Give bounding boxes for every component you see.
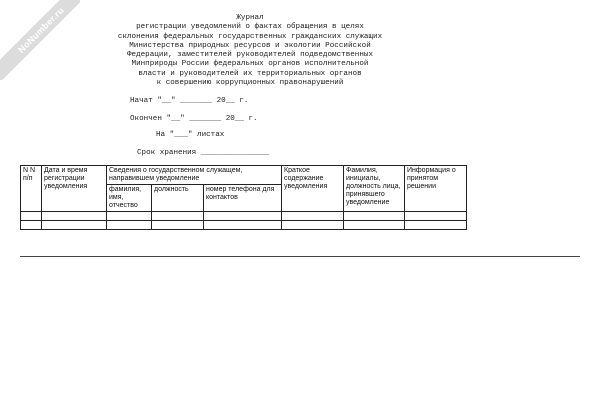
table-cell — [204, 221, 282, 230]
subheader-fio: фамилия, имя, отчество — [107, 185, 152, 212]
title-line: власти и руководителей их территориальных органов — [138, 69, 362, 78]
title-line: регистрации уведомлений о фактах обращения в целях — [136, 23, 364, 32]
storage-line: Срок хранения _______________ — [137, 149, 270, 157]
sheets-line: На "___" листах — [156, 131, 225, 139]
table-header-row — [21, 166, 467, 185]
title-line: Федерации, заместителей руководителей подведомственных — [126, 51, 374, 60]
header-date: Дата и время регистрации уведомления — [42, 166, 107, 212]
subheader-position: должность — [152, 185, 204, 212]
table-cell — [282, 221, 344, 230]
table-row — [21, 221, 467, 230]
table-cell — [204, 212, 282, 221]
subheader-phone: номер телефона для контактов — [204, 185, 282, 212]
title-line: Журнал — [236, 14, 264, 22]
table-cell — [282, 212, 344, 221]
table-cell — [107, 212, 152, 221]
table-cell — [107, 221, 152, 230]
table-cell — [152, 221, 204, 230]
table-row — [21, 212, 467, 221]
registration-table — [20, 165, 467, 230]
title-line: склонения федеральных государственных гражданских служащих — [117, 32, 383, 41]
watermark-ribbon: NoNumber.ru — [0, 0, 80, 80]
table-cell — [42, 221, 107, 230]
header-num: N N п/п — [21, 166, 42, 212]
separator-line — [20, 256, 580, 257]
header-decision: Информация о принятом решении — [405, 166, 467, 212]
table-cell — [21, 212, 42, 221]
header-receiver: Фамилия, инициалы, должность лица, принявшего уведомление — [344, 166, 405, 212]
title-line: Минприроды России федеральных органов исполнительной — [131, 60, 369, 69]
table-cell — [405, 212, 467, 221]
table-cell — [344, 212, 405, 221]
ended-line: Окончен "__" _______ 20__ г. — [130, 115, 258, 123]
table-cell — [42, 212, 107, 221]
table-cell — [405, 221, 467, 230]
document-title — [0, 14, 500, 88]
started-line: Начат "__" _______ 20__ г. — [130, 97, 249, 105]
header-employee-info: Сведения о государственном служащем, направившем уведомление — [107, 166, 282, 185]
title-line: к совершению коррупционных правонарушений — [156, 79, 344, 88]
header-content: Краткое содержание уведомления — [282, 166, 344, 212]
table-cell — [344, 221, 405, 230]
table-cell — [21, 221, 42, 230]
table-cell — [152, 212, 204, 221]
title-line: Министерства природных ресурсов и экологии Российской — [129, 41, 371, 50]
